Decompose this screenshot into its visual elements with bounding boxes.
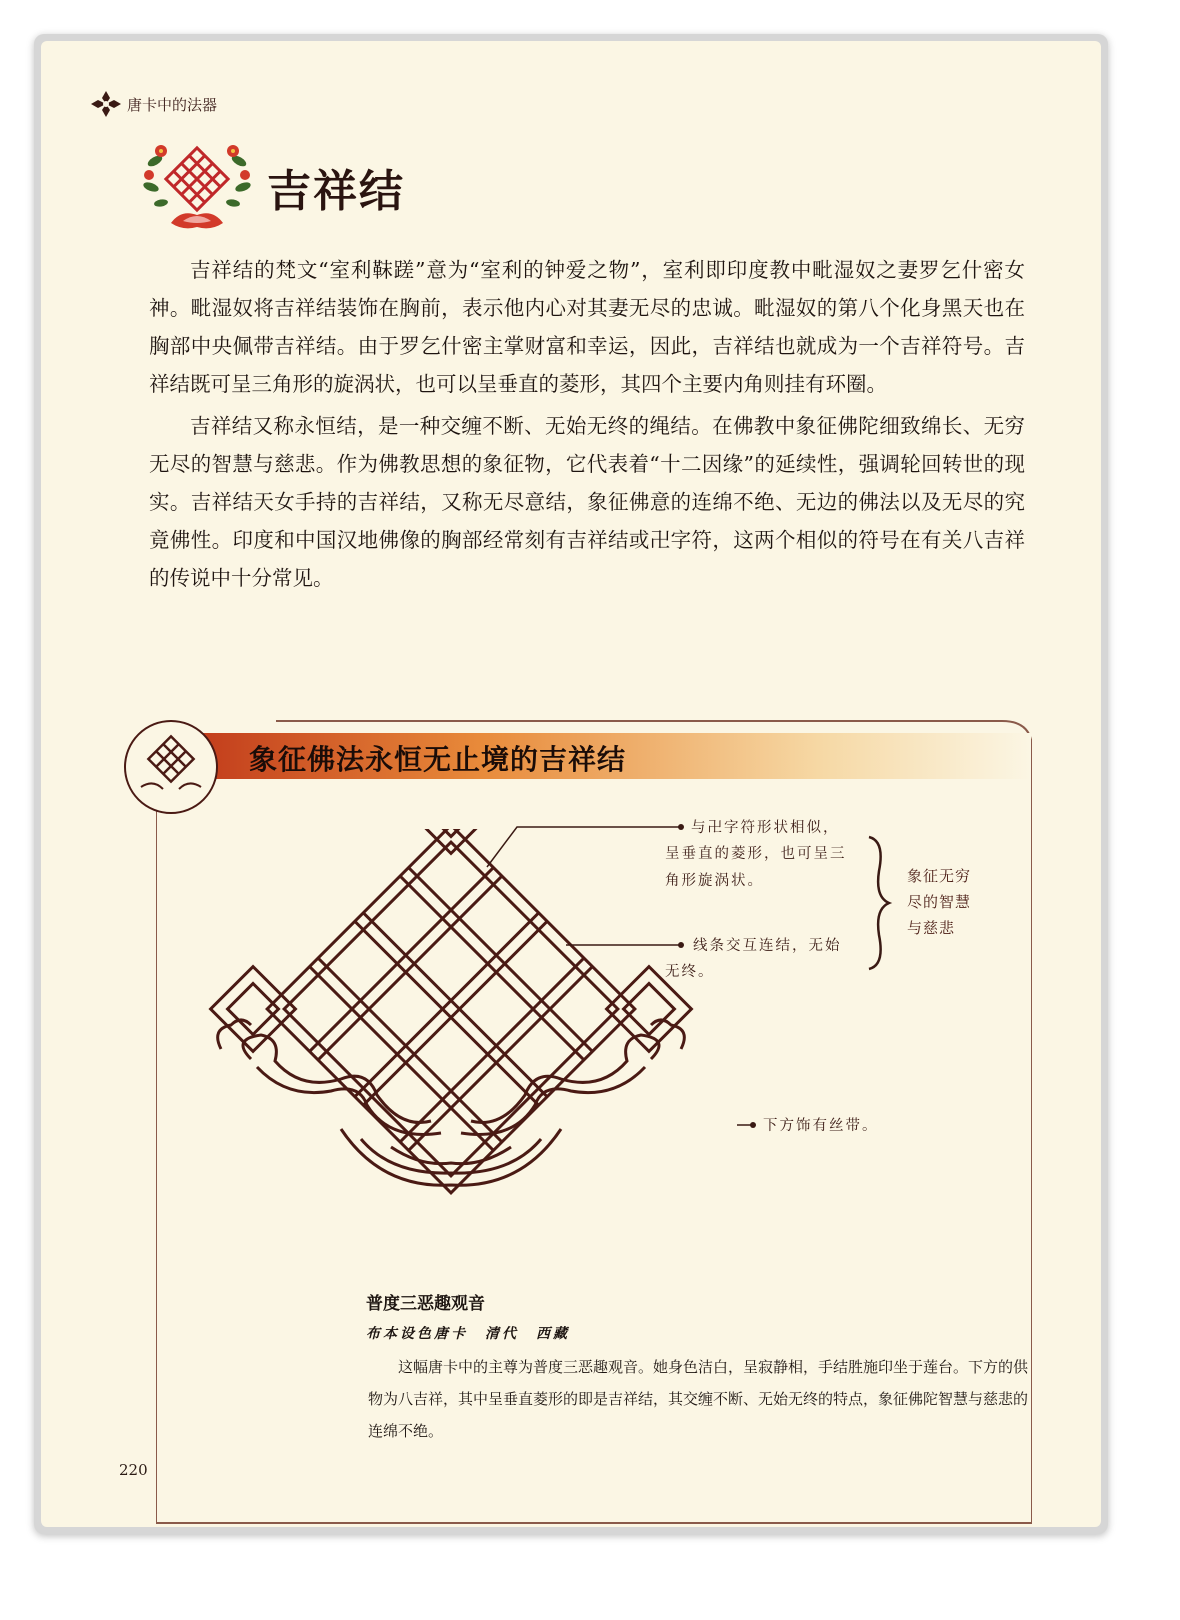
caption-title: 普度三恶趣观音 <box>366 1294 485 1314</box>
callout-shape-note <box>691 815 840 842</box>
callout-shape-line-3: 角形旋涡状。 <box>665 873 764 889</box>
figure-banner-title: 象征佛法永恒无止境的吉祥结 <box>249 743 627 776</box>
endless-knot-emblem-icon <box>141 139 253 235</box>
bracket-line-3: 与慈悲 <box>907 919 956 937</box>
callout-shape-note-cont <box>665 841 847 895</box>
running-head-ornament-icon <box>89 89 123 119</box>
page-title: 吉祥结 <box>267 166 405 217</box>
banner-knot-medallion-icon <box>121 717 221 817</box>
callout-ribbon-line: 下方饰有丝带。 <box>763 1118 879 1134</box>
running-head <box>89 89 217 119</box>
caption-subtitle: 布本设色唐卡 清代 西藏 <box>366 1326 570 1342</box>
callout-lines-note <box>693 933 842 960</box>
callout-shape-line-1: 与卍字符形状相似， <box>691 820 840 836</box>
body-text <box>149 251 1025 601</box>
callout-lines-line-1: 线条交互连结，无始 <box>693 938 842 954</box>
body-paragraph-2: 吉祥结又称永恒结，是一种交缠不断、无始无终的绳结。在佛教中象征佛陀细致绵长、无穷无尽的智慧与慈悲。作为佛教思想的象征物，它代表着“十二因缘”的延续性，强调轮回转世的现实。吉祥结天女手持的吉祥结，又称无尽意结，象征佛意的连绵不绝、无边的佛法以及无尽的究竟佛性。印度和中国汉地佛像的胸部经常刻有吉祥结或卍字符，这两个相似的符号在有关八吉祥的传说中十分常见。 <box>149 414 1025 590</box>
book-page <box>41 41 1101 1527</box>
callout-lines-line-2: 无终。 <box>665 964 715 980</box>
page-number: 220 <box>119 1461 148 1479</box>
callout-shape-line-2: 呈垂直的菱形，也可呈三 <box>665 846 847 862</box>
running-head-label: 唐卡中的法器 <box>127 95 218 114</box>
title-block <box>141 139 405 235</box>
endless-knot-illustration <box>191 829 711 1219</box>
bracket-summary <box>907 863 971 941</box>
bracket-line-2: 尽的智慧 <box>907 893 972 911</box>
callout-ribbon-note <box>763 1113 879 1140</box>
bracket-line-1: 象征无穷 <box>907 867 972 885</box>
caption-body <box>368 1351 1028 1447</box>
body-paragraph-1: 吉祥结的梵文“室利靺蹉”意为“室利的钟爱之物”，室利即印度教中毗湿奴之妻罗乞什密女神。毗湿奴将吉祥结装饰在胸前，表示他内心对其妻无尽的忠诚。毗湿奴的第八个化身黑天也在胸部中央佩带吉祥结。由于罗乞什密主掌财富和幸运，因此，吉祥结也就成为一个吉祥符号。吉祥结既可呈三角形的旋涡状，也可以呈垂直的菱形，其四个主要内角则挂有环圈。 <box>149 258 1025 396</box>
callout-lines-note-cont <box>665 959 715 986</box>
caption-paragraph: 这幅唐卡中的主尊为普度三恶趣观音。她身色洁白，呈寂静相，手结胜施印坐于莲台。下方的供物为八吉祥，其中呈垂直菱形的即是吉祥结，其交缠不断、无始无终的特点，象征佛陀智慧与慈悲的连绵不绝。 <box>368 1358 1029 1440</box>
